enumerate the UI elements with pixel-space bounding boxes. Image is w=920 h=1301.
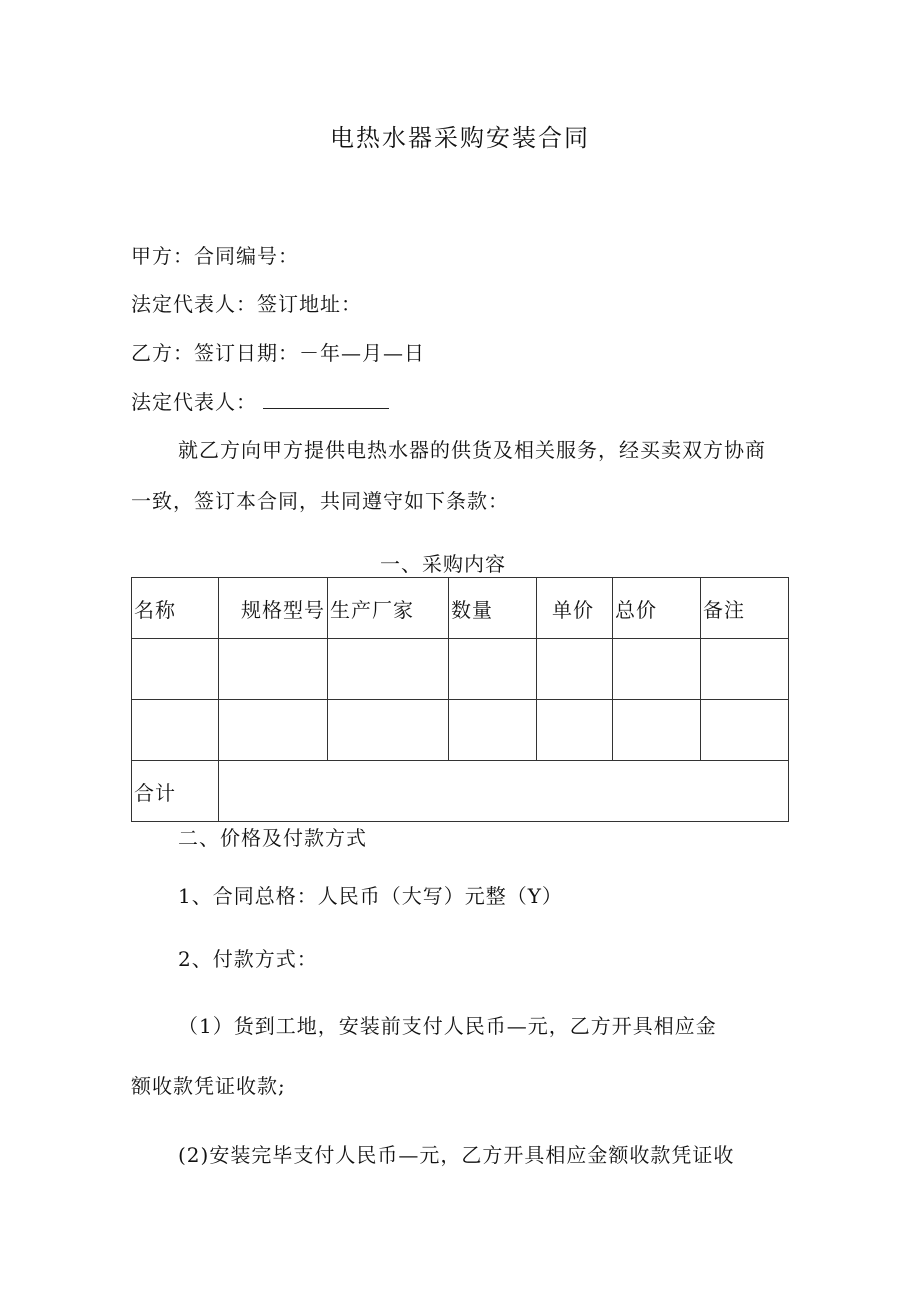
legal-rep-address-line: 法定代表人：签订地址： (131, 292, 362, 316)
header-cell-manufacturer: 生产厂家 (328, 578, 449, 639)
table-cell (537, 639, 613, 700)
signature-blank (263, 390, 389, 409)
header-cell-unit-price: 单价 (537, 578, 613, 639)
table-header-row (132, 578, 789, 639)
header-cell-spec: 规格型号 (219, 578, 328, 639)
total-label-cell: 合计 (132, 761, 219, 822)
table-cell (328, 639, 449, 700)
header-cell-name: 名称 (132, 578, 219, 639)
table-cell (219, 700, 328, 761)
table-cell (449, 639, 537, 700)
table-cell (132, 700, 219, 761)
clause-2-line-1: (2)安装完毕支付人民币—元，乙方开具相应金额收款凭证收 (178, 1143, 735, 1167)
total-value-cell (219, 761, 789, 822)
header-cell-total-price: 总价 (613, 578, 701, 639)
table-cell (537, 700, 613, 761)
table-cell (132, 639, 219, 700)
party-a-line: 甲方：合同编号： (131, 244, 299, 268)
table-cell (613, 700, 701, 761)
table-cell (701, 700, 789, 761)
intro-line-1: 就乙方向甲方提供电热水器的供货及相关服务，经买卖双方协商 (178, 438, 766, 462)
clause-1-line-2: 额收款凭证收款; (131, 1074, 286, 1098)
purchase-table (131, 577, 789, 822)
table-cell (219, 639, 328, 700)
table-cell (449, 700, 537, 761)
document-title: 电热水器采购安装合同 (330, 124, 590, 152)
table-row (132, 700, 789, 761)
table-cell (701, 639, 789, 700)
section-2-heading: 二、价格及付款方式 (178, 826, 367, 850)
table-total-row (132, 761, 789, 822)
section-1-heading: 一、采购内容 (380, 552, 506, 576)
table-cell (613, 639, 701, 700)
table-row (132, 639, 789, 700)
table-cell (328, 700, 449, 761)
contract-total-line: 1、合同总格：人民币（大写）元整（Y） (178, 884, 563, 908)
clause-1-line-1: （1）货到工地，安装前支付人民币—元，乙方开具相应金 (178, 1014, 717, 1038)
intro-line-2: 一致，签订本合同，共同遵守如下条款： (131, 489, 509, 513)
payment-method-line: 2、付款方式： (178, 947, 318, 971)
header-cell-remarks: 备注 (701, 578, 789, 639)
header-cell-quantity: 数量 (449, 578, 537, 639)
legal-rep-line (131, 390, 389, 414)
party-b-date-line: 乙方：签订日期：－年—月—日 (131, 341, 425, 365)
legal-rep-label: 法定代表人： (131, 390, 257, 414)
